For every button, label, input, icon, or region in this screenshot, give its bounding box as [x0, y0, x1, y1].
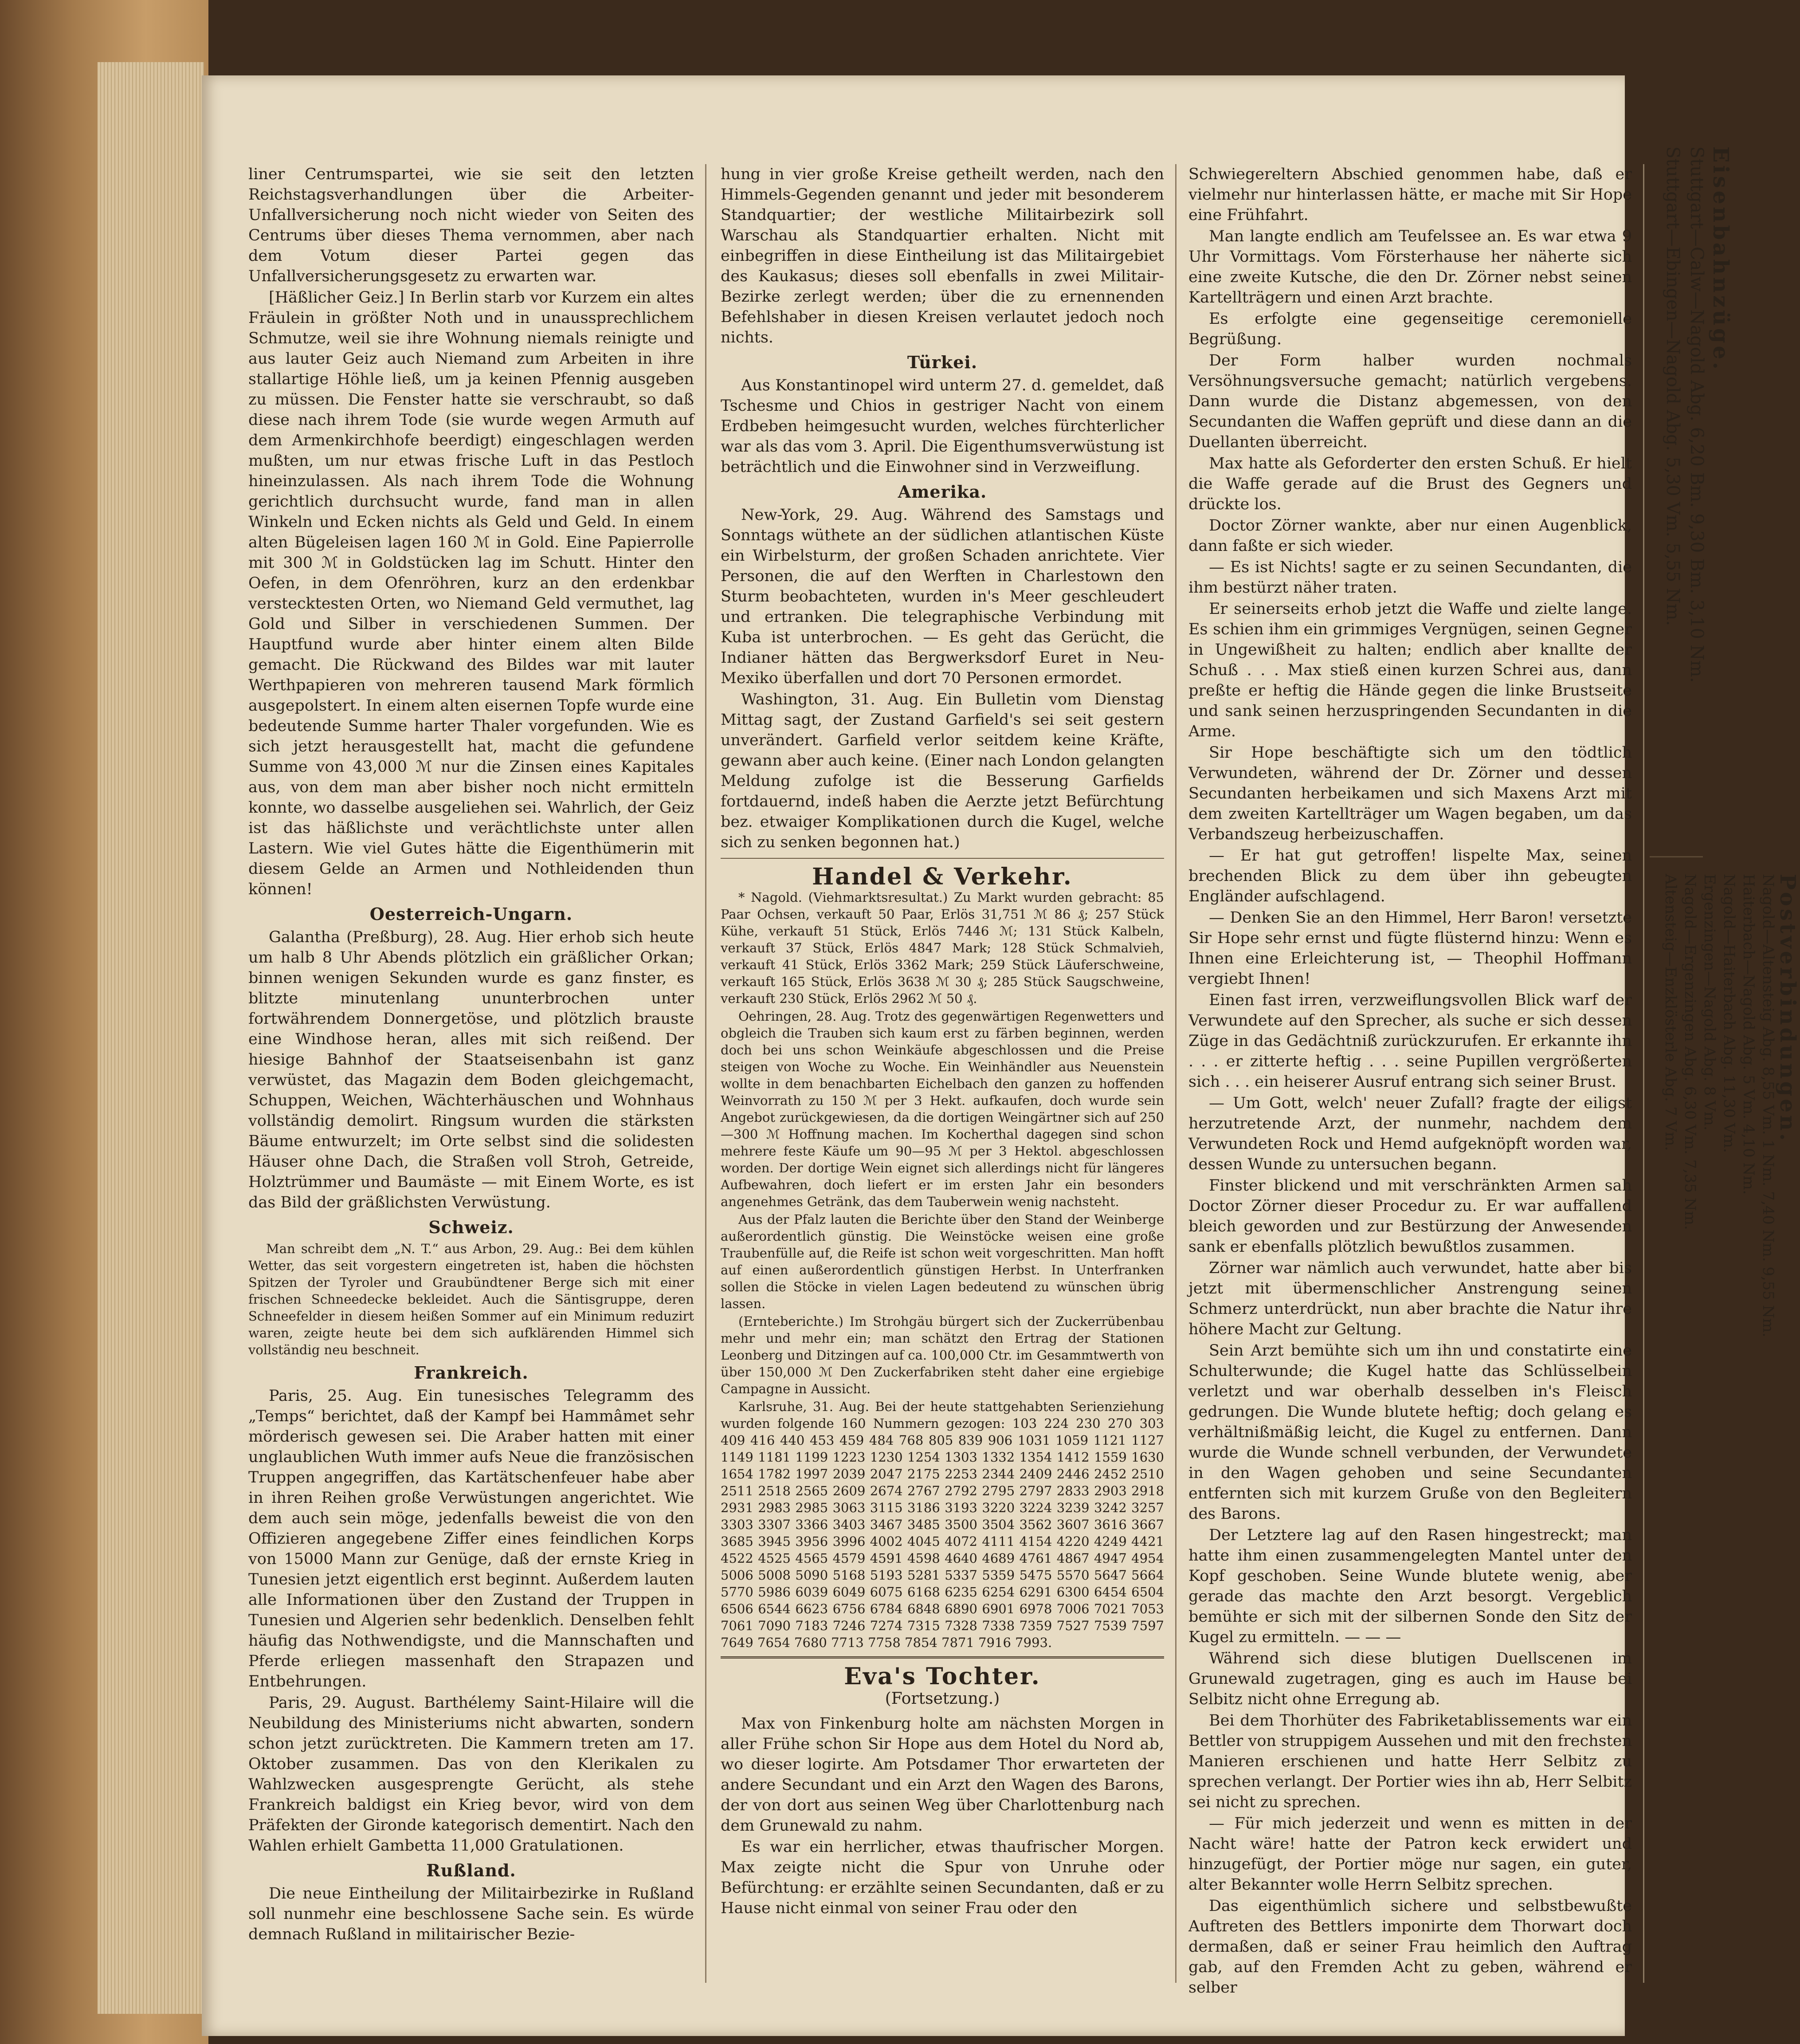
article-paragraph: Sir Hope beschäftigte sich um den tödtlich Verwundeten, während der Dr. Zörner und dessen Secundanten herbeikamen und sich Maxens Arzt mit dem zweiten Kartellträger um Wagen begaben, um das Verbandszeug herbeizuschaffen.: [1188, 744, 1632, 843]
article-paragraph: Einen fast irren, verzweiflungsvollen Blick warf der Verwundete auf den Sprecher, als suche er sich dessen Züge in das Gedächtniß zurückzurufen. Er erkannte ihn . . . er zitterte heftig . . . seine Pupillen vergrößerten sich . . . ein heiserer Ausruf entrang sich seiner Brust.: [1188, 991, 1632, 1091]
article-paragraph: Zörner war nämlich auch verwundet, hatte aber bis jetzt mit übermenschlicher Anstrengung seinen Schmerz unterdrückt, nun aber brachte die Natur ihre höhere Macht zur Geltung.: [1188, 1259, 1632, 1338]
article-paragraph: Sein Arzt bemühte sich um ihn und constatirte eine Schulterwunde; die Kugel hatte das Schlüsselbein verletzt und war oberhalb desselben in's Fleisch gedrungen. Die Wunde blutete heftig; doch gelang es verhältnißmäßig leicht, die Kugel zu entfernen. Dann wurde die Wunde schnell verbunden, der Verwundete in den Wagen gehoben und seine Secundanten entfernten sich mit kurzem Gruße von den Begleitern des Barons.: [1188, 1342, 1632, 1523]
small-print-article: [721, 1211, 1164, 1312]
post-line: Nagold—Ergenzingen Abg. 6,30 Vm. 7,35 Nm.: [1681, 874, 1699, 1230]
rule: [721, 1656, 1164, 1659]
article-paragraph: Der Letztere lag auf den Rasen hingestreckt; man hatte ihm einen zusammengelegten Mantel unter den Kopf geschoben. Seine Wunde blutete wenig, aber gerade das machte den Arzt besorgt. Vergeblich bemühte er sich mit der silbernen Sonde den Sitz der Kugel zu ermitteln. — — —: [1188, 1526, 1632, 1646]
section-heading: Frankreich.: [414, 1363, 529, 1383]
article-paragraph: Man schreibt dem „N. T.“ aus Arbon, 29. Aug.: Bei dem kühlen Wetter, das seit vorgestern eingetreten ist, haben die höchsten Spitzen der Tyroler und Graubündtener Berge sich mit einer frischen Schneedecke bekleidet. Auch die Säntisgruppe, deren Schneefelder in diesem heißen Sommer auf ein Minimum reduzirt waren, zeigte heute bei dem sich aufklärenden Himmel sich vollständig neu beschneit.: [248, 1241, 694, 1357]
article-paragraph: Max von Finkenburg holte am nächsten Morgen in aller Frühe schon Sir Hope aus dem Hotel du Nord ab, wo dieser logirte. Am Potsdamer Thor erwarteten der andere Secundant und ein Arzt den Wagen des Barons, der von dort aus seinen Weg über Charlottenburg nach dem Grunewald zu nahm.: [721, 1715, 1164, 1835]
small-print-article: [248, 1240, 694, 1358]
article-paragraph: Man langte endlich am Teufelssee an. Es war etwa 9 Uhr Vormittags. Vom Försterhause her näherte sich eine zweite Kutsche, die den Dr. Zörner nebst seinen Kartellträgern und einen Arzt brachte.: [1188, 228, 1632, 307]
small-print-article: [721, 889, 1164, 1007]
railway-line: Stuttgart—Ebingen—Nagold Abg. 5,30 Vm. 5,55 Nm.: [1663, 146, 1683, 626]
article-paragraph: Schwiegereltern Abschied genommen habe, daß er vielmehr nur hinterlassen hätte, er mache mit Sir Hope eine Frühfahrt.: [1188, 165, 1632, 224]
small-print-article: [721, 1398, 1164, 1651]
section-heading: Rußland.: [426, 1860, 516, 1880]
article-paragraph: Es erfolgte eine gegenseitige ceremonielle Begrüßung.: [1188, 310, 1632, 348]
article-paragraph: Er seinerseits erhob jetzt die Waffe und zielte lange. Es schien ihm ein grimmiges Vergnügen, seinen Gegner in Ungewißheit zu halten; endlich aber knallte der Schuß . . . Max stieß einen kurzen Schrei aus, dann preßte er heftig die Hände gegen die linke Brustseite und sank seinen herzuspringenden Secundanten in die Arme.: [1188, 600, 1632, 740]
column-1: [248, 164, 694, 1946]
article-paragraph: — Um Gott, welch' neuer Zufall? fragte der eiligst herzutretende Arzt, der nunmehr, nachdem dem Verwundeten Rock und Hemd aufgeknöpft worden war, dessen Wunde zu untersuchen begann.: [1188, 1094, 1632, 1173]
sidebar-divider: [1643, 164, 1644, 1983]
small-print-article: [721, 1313, 1164, 1397]
article-paragraph: Paris, 29. August. Barthélemy Saint-Hilaire will die Neubildung des Ministeriums nicht abwarten, sondern schon jetzt zurücktreten. Die Kammern treten am 17. Oktober zusammen. Das von den Klerikalen zu Wahlzwecken ausgesprengte Gerücht, als stehe Frankreich baldigst ein Krieg bevor, wird von dem Präfekten der Gironde kategorisch dementirt. Nach den Wahlen erhielt Gambetta 11,000 Gratulationen.: [248, 1694, 694, 1855]
article-paragraph: liner Centrumspartei, wie sie seit den letzten Reichstagsverhandlungen über die Arbeiter-Unfallversicherung noch nicht wieder von Seiten des Centrums über dieses Thema vernommen, aber nach dem Votum dieser Partei gegen das Unfallversicherungsgesetz zu erwarten war.: [248, 165, 694, 285]
article-paragraph: Bei dem Thorhüter des Fabriketablissements war ein Bettler von struppigem Aussehen und mit den frechsten Manieren erschienen und hatte Herr Selbitz zu sprechen verlangt. Der Portier wies ihn ab, Herr Selbitz sei nicht zu sprechen.: [1188, 1712, 1632, 1811]
article-paragraph: Der Form halber wurden nochmals Versöhnungsversuche gemacht; natürlich vergebens. Dann wurde die Distanz abgemessen, von den Secundanten die Waffen geprüft und diese dann an die Duellanten überreicht.: [1188, 352, 1632, 451]
sidebar-rule: [1650, 856, 1703, 857]
post-line: Haiterbach—Nagold Abg. 5 Vm. 4,10 Nm.: [1740, 874, 1757, 1195]
article-paragraph: Aus Konstantinopel wird unterm 27. d. gemeldet, daß Tschesme und Chios in gestriger Nacht von einem Erdbeben heimgesucht wurden, welches fürchterlicher war als das vom 3. April. Die Eigenthumsverwüstung ist beträchtlich und die Einwohner sind in Verzweiflung.: [721, 377, 1164, 476]
post-line: Nagold—Haiterbach Abg. 11,30 Vm.: [1720, 874, 1738, 1153]
post-line: Nagold—Altensteig Abg. 8,55 Vm. 1 Nm. 7,40 Nm. 9,55 Nm.: [1759, 874, 1777, 1337]
article-paragraph: Doctor Zörner wankte, aber nur einen Augenblick, dann faßte er sich wieder.: [1188, 517, 1632, 555]
rule: [721, 858, 1164, 859]
section-heading: Oesterreich-Ungarn.: [369, 904, 573, 924]
railway-title: Eisenbahnzüge.: [1708, 146, 1733, 372]
article-paragraph: Oehringen, 28. Aug. Trotz des gegenwärtigen Regenwetters und obgleich die Trauben sich kaum erst zu färben beginnen, werden doch bei uns schon Weinkäufe abgeschlossen und die Preise steigen von Woche zu Woche. Ein Weinhändler aus Neuenstein wollte in dem benachbarten Eichelbach den ganzen zu hoffenden Weinvorrath zu 150 ℳ per 3 Hekt. aufkaufen, doch wurde sein Angebot zurückgewiesen, da die dortigen Weingärtner sich auf 250—300 ℳ Hoffnung machen. Im Kocherthal dagegen sind schon mehrere feste Käufe um 90—95 ℳ per 3 Hektol. abgeschlossen worden. Der dortige Wein eignet sich allerdings nicht für längeres Aufbewahren, doch liefert er im ersten Jahr ein besonders angenehmes Getränk, das dem Tauberwein wenig nachsteht.: [721, 1009, 1164, 1209]
article-paragraph: Finster blickend und mit verschränkten Armen sah Doctor Zörner dieser Procedur zu. Er war auffallend bleich geworden und zur Bestürzung der Anwesenden sank er ebenfalls plötzlich bewußtlos zusammen.: [1188, 1177, 1632, 1256]
article-paragraph: Karlsruhe, 31. Aug. Bei der heute stattgehabten Serienziehung wurden folgende 160 Nummern gezogen: 103 224 230 270 303 409 416 440 453 459 484 768 805 839 906 1031 1059 1121 1127 1149 1181 1199 1223 1230 1254 1303 1332 1354 1412 1559 1630 1654 1782 1997 2039 2047 2175 2253 2344 2409 2446 2452 2510 2511 2518 2565 2609 2674 2767 2792 2795 2797 2833 2903 2918 2931 2983 2985 3063 3115 3186 3193 3220 3224 3239 3242 3257 3303 3307 3366 3403 3467 3485 3500 3504 3562 3607 3616 3667 3685 3945 3956 3996 4002 4045 4072 4111 4154 4220 4249 4421 4522 4525 4565 4579 4591 4598 4640 4689 4761 4867 4947 4954 5006 5008 5090 5168 5193 5281 5337 5359 5475 5570 5647 5664 5770 5986 6039 6049 6075 6168 6235 6254 6291 6300 6454 6504 6506 6544 6623 6756 6784 6848 6890 6901 6978 7006 7021 7053 7061 7090 7183 7246 7274 7315 7328 7338 7359 7527 7539 7597 7649 7654 7680 7713 7758 7854 7871 7916 7993.: [721, 1399, 1164, 1650]
article-paragraph: Max hatte als Geforderter den ersten Schuß. Er hielt die Waffe gerade auf die Brust des Gegners und drückte los.: [1188, 455, 1632, 513]
column-2: [721, 164, 1164, 1919]
article-paragraph: New-York, 29. Aug. Während des Samstags und Sonntags wüthete an der südlichen atlantischen Küste ein Wirbelsturm, der großen Schaden anrichtete. Vier Personen, die auf den Werften in Charlestown den Sturm beobachteten, wurden in's Meer geschleudert und ertranken. Die telegraphische Verbindung mit Kuba ist unterbrochen. — Es geht das Gerücht, die Indianer hätten das Bergwerksdorf Euret in Neu-Mexiko überfallen und dort 70 Personen ermordet.: [721, 506, 1164, 687]
article-paragraph: * Nagold. (Viehmarktsresultat.) Zu Markt wurden gebracht: 85 Paar Ochsen, verkauft 50 Paar, Erlös 31,751 ℳ 86 ₰; 257 Stück Kühe, verkauft 51 Stück, Erlös 7446 ℳ; 131 Stück Kalbeln, verkauft 37 Stück, Erlös 4847 Mark; 128 Stück Schmalvieh, verkauft 41 Stück, Erlös 3362 Mark; 259 Stück Läuferschweine, verkauft 165 Stück, Erlös 3638 ℳ 30 ₰; 285 Stück Saugschweine, verkauft 230 Stück, Erlös 2962 ℳ 50 ₰.: [721, 890, 1164, 1006]
column-divider: [705, 164, 706, 1983]
post-line: Altensteig—Enzklösterle Abg. 7 Vm.: [1662, 874, 1679, 1151]
article-paragraph: — Es ist Nichts! sagte er zu seinen Secundanten, die ihm bestürzt näher traten.: [1188, 558, 1632, 597]
article-paragraph: — Für mich jederzeit und wenn es mitten in der Nacht wäre! hatte der Patron keck erwidert und hinzugefügt, der Portier möge nur sagen, ein guter, alter Bekannter wolle Herrn Selbitz sprechen.: [1188, 1815, 1632, 1894]
article-paragraph: (Ernteberichte.) Im Strohgäu bürgert sich der Zuckerrübenbau mehr und mehr ein; man schätzt den Ertrag der Stationen Leonberg und Ditzingen auf ca. 100,000 Ctr. im Gesammtwerth von über 150,000 ℳ Den Zuckerfabriken steht daher eine ergiebige Campagne in Aussicht.: [721, 1314, 1164, 1396]
railway-timetable: [1661, 146, 1733, 834]
small-print-article: [721, 1008, 1164, 1210]
post-title: Postverbindungen.: [1775, 874, 1800, 1144]
column-divider: [1175, 164, 1176, 1983]
column-3: [1188, 164, 1632, 1999]
article-paragraph: Die neue Eintheilung der Militairbezirke in Rußland soll nunmehr eine beschlossene Sache sein. Es würde demnach Rußland in militairischer Bezie-: [248, 1885, 694, 1943]
article-paragraph: Aus der Pfalz lauten die Berichte über den Stand der Weinberge außerordentlich günstig. Die Weinstöcke weisen eine große Traubenfülle auf, die Reife ist schon weit vorgeschritten. Man hofft auf einen außerordentlich günstigen Herbst. In Unterfranken sollen die Stöcke in vielen Lagen bedeutend zu wünschen übrig lassen.: [721, 1212, 1164, 1311]
article-paragraph: hung in vier große Kreise getheilt werden, nach den Himmels-Gegenden genannt und jeder mit besonderem Standquartier; der westliche Militairbezirk soll Warschau als Standquartier erhalten. Nicht mit einbegriffen in diese Eintheilung ist das Militairgebiet des Kaukasus; dieses soll ebenfalls in zwei Militair-Bezirke zerlegt werden; über die zu ernennenden Befehlshaber in diesen Kreisen verlautet jedoch noch nichts.: [721, 165, 1164, 346]
section-subtitle: (Fortsetzung.): [885, 1690, 1000, 1708]
article-paragraph: [Häßlicher Geiz.] In Berlin starb vor Kurzem ein altes Fräulein in größter Noth und in unaussprechlichem Schmutze, weil sie ihre Wohnung niemals reinigte und aus lauter Geiz auch Niemand zum Arbeiten in ihre stallartige Höhle ließ, um ja keinen Pfennig ausgeben zu müssen. Die Fenster hatte sie verschraubt, so daß diese nach ihrem Tode (sie wurde wegen Armuth auf dem Armenkirchhofe beerdigt) eingeschlagen werden mußten, um nur etwas frische Luft in das Pestloch hineinzulassen. Als nach ihrem Tode die Wohnung gerichtlich durchsucht wurde, fand man in allen Winkeln und Ecken nichts als Geld und Geld. In einem alten Bügeleisen lagen 160 ℳ in Gold. Eine Papierrolle mit 300 ℳ in Goldstücken lag im Schutt. Hinter den Oefen, in dem Ofenröhren, kurz an den erdenkbar verstecktesten Orten, wo Niemand Geld vermuthet, lag Gold und Silber in verschiedenen Summen. Der Hauptfund wurde aber hinter einem alten Bilde gemacht. Die Rückwand des Bildes war mit lauter Werthpapieren von mehreren tausend Mark förmlich ausgepolstert. In einem alten eisernen Topfe wurde eine bedeutende Summe harter Thaler vorgefunden. Wie es sich jetzt herausgestellt hat, macht die gefundene Summe von 43,000 ℳ nur die Zinsen eines Kapitales aus, von dem man aber bisher noch nicht ermitteln konnte, wo dasselbe ausgeliehen sei. Wahrlich, der Geiz ist das häßlichste und verächtlichste unter allen Lastern. Wie viel Gutes hätte die Eigenthümerin mit diesem Gelde an Armen und Nothleidenden thun können!: [248, 289, 694, 898]
post-line: Ergenzingen—Nagold Abg. 8 Vm.: [1701, 874, 1718, 1131]
section-heading: Amerika.: [898, 482, 987, 502]
article-paragraph: Galantha (Preßburg), 28. Aug. Hier erhob sich heute um halb 8 Uhr Abends plötzlich ein gräßlicher Orkan; binnen wenigen Sekunden wurde es ganz finster, es blitzte minutenlang ununterbrochen unter fortwährendem Donnergetöse, und plötzlich brauste eine Windhose heran, alles mit sich reißend. Der hiesige Bahnhof der Staatseisenbahn ist ganz verwüstet, das Magazin dem Boden gleichgemacht, Schuppen, Weichen, Wächterhäuschen und Wohnhaus vollständig demolirt. Ringsum wurden die stärksten Bäume entwurzelt; im Orte selbst sind die solidesten Häuser ohne Dach, die Straßen voll Stroh, Getreide, Holztrümmer und Baumäste — mit Einem Worte, es ist das Bild der gräßlichsten Verwüstung.: [248, 928, 694, 1211]
section-heading: Schweiz.: [428, 1217, 514, 1237]
page-edges: [98, 62, 204, 2014]
section-heading: Türkei.: [907, 352, 978, 372]
postal-connections: [1661, 874, 1800, 1894]
article-paragraph: Paris, 25. Aug. Ein tunesisches Telegramm des „Temps“ berichtet, daß der Kampf bei Hammâmet sehr mörderisch gewesen sei. Die Araber hatten mit einer unglaublichen Wuth immer aufs Neue die französischen Truppen angegriffen, das Kartätschenfeuer habe aber in ihren Reihen große Verwüstungen angerichtet. Wie dem auch sein möge, jedenfalls beweist die von den Offizieren angegebene Ziffer eines feindlichen Korps von 15000 Mann zur Genüge, daß der ernste Krieg in Tunesien jetzt eigentlich erst beginnt. Außerdem lauten alle Informationen über den Zustand der Truppen in Tunesien und Algerien sehr bedenklich. Denselben fehlt häufig das Nothwendigste, und die Mannschaften und Pferde erliegen massenhaft den Strapazen und Entbehrungen.: [248, 1387, 694, 1690]
article-paragraph: — Er hat gut getroffen! lispelte Max, seinen brechenden Blick zu dem über ihn gebeugten Engländer aufschlagend.: [1188, 847, 1632, 905]
article-paragraph: Washington, 31. Aug. Ein Bulletin vom Dienstag Mittag sagt, der Zustand Garfield's sei seit gestern unverändert. Garfield verlor seitdem keine Kräfte, gewann aber auch keine. (Einer nach London gelangten Meldung zufolge ist die Besserung Garfields fortdauernd, indeß haben die Aerzte jetzt Befürchtung bez. etwaiger Komplikationen durch die Kugel, welche sich zu senken begonnen hat.): [721, 691, 1164, 851]
article-paragraph: Es war ein herrlicher, etwas thaufrischer Morgen. Max zeigte nicht die Spur von Unruhe oder Befürchtung: er erzählte seinen Secundanten, daß er zu Hause nicht einmal von seiner Frau oder den: [721, 1838, 1164, 1917]
railway-line: Stuttgart—Calw—Nagold Abg. 6,20 Bm. 9,30 Bm. 3,10 Nm.: [1686, 146, 1707, 683]
article-paragraph: Während sich diese blutigen Duellscenen im Grunewald zugetragen, ging es auch im Hause bei Selbitz nicht ohne Erregung ab.: [1188, 1650, 1632, 1708]
newspaper-page: [202, 75, 1800, 2036]
article-paragraph: — Denken Sie an den Himmel, Herr Baron! versetzte Sir Hope sehr ernst und fügte flüsternd hinzu: Wenn es Ihnen eine Erleichterung ist, — Theophil Hoffmann vergiebt Ihnen!: [1188, 909, 1632, 988]
section-title: Handel & Verkehr.: [812, 863, 1073, 890]
article-paragraph: Das eigenthümlich sichere und selbstbewußte Auftreten des Bettlers imponirte dem Thorwart doch dermaßen, daß er seiner Frau heimlich den Auftrag gab, auf den Fremden Acht zu geben, während er selber: [1188, 1897, 1632, 1997]
section-title: Eva's Tochter.: [844, 1663, 1041, 1690]
